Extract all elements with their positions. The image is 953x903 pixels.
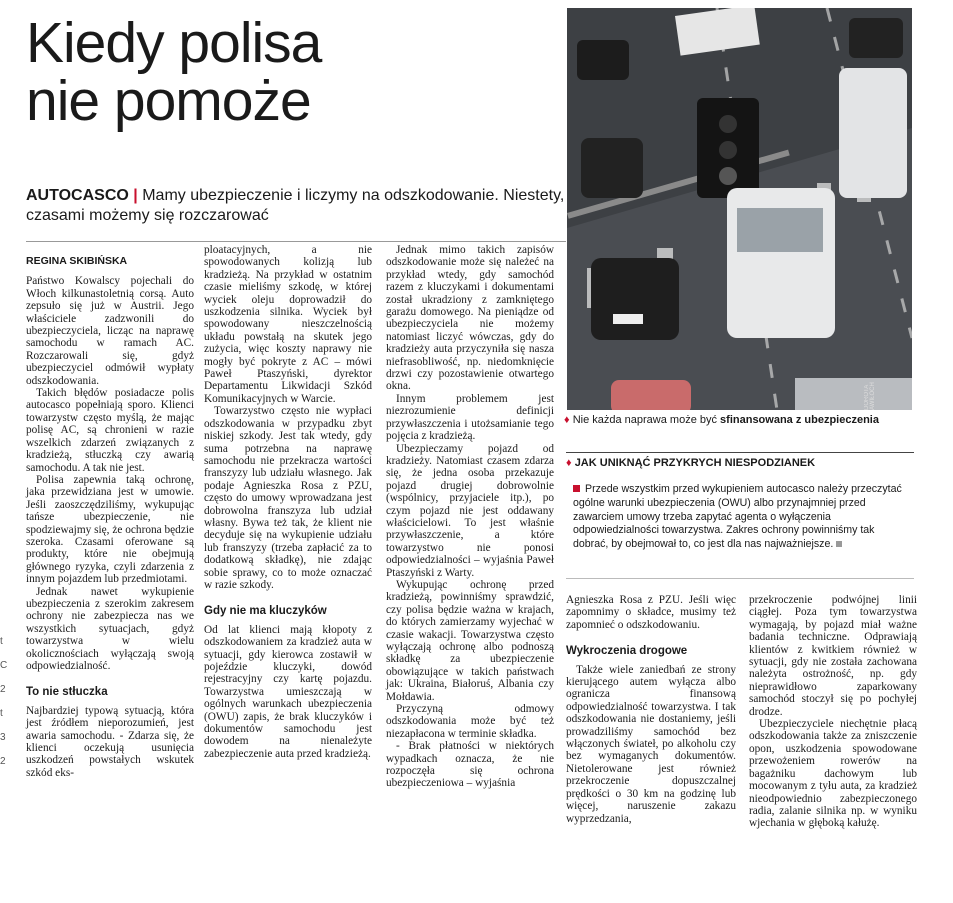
margin-marks [0,630,8,774]
street-photo-illustration [567,8,912,410]
paragraph: Innym problemem jest niezrozumienie definicji przywłaszczenia i utożsamianie tego pojęcia z kradzieżą. [386,392,554,443]
subhead-to-nie-stluczka: To nie stłuczka [26,686,108,699]
lead-separator: | [133,187,138,204]
paragraph: - Brak płatności w niektórych wypadkach oznacza, że nie rozpoczęła się ochrona ubezpieczeniowa – wyjaśnia [386,740,554,790]
author-byline: REGINA SKIBIŃSKA [26,255,128,267]
column-2 [204,244,372,760]
box-top-rule [566,452,914,453]
photo-traffic-street [567,8,912,410]
paragraph: Od lat klienci mają kłopoty z odszkodowaniem za kradzież auta w sytuacji, gdy kierowca zostawił w pojeździe kluczyki, dowód rejestracyjny czy kartę pojazdu. Towarzystwa umieszczają w ogólnych warunkach ubezpieczenia (OWU) zapis, że brak kluczyków i dokumentów samochodu jest dowodem na nienależyte zabezpieczenie auta przed kradzieżą. [204,623,372,760]
lead-keyword: AUTOCASCO [26,187,129,204]
box-bullet-icon: ♦ [566,457,572,469]
paragraph: Towarzystwo często nie wypłaci odszkodowania w przypadku zbyt niskiej szkody. Jest tak wtedy, gdy suma potrzebna na naprawę samochodu nie przekracza wartości franszyzy lub udziału własnego. Jak podaje Agnieszka Rosa z PZU, często do umowy wprowadzana jest dobrowolna franszyza lub udział własny. Bywa też tak, że klient nie decyduje się na wykupienie udziału lub franszyzy (trzeba zapłacić za to dodatkową składkę), nie zdając sobie sprawy, co to może oznaczać w razie szkody. [204,405,372,591]
paragraph: Także wiele zaniedbań ze strony kierującego autem wyłącza albo ogranicza finansową odpowiedzialność towarzystwa. I tak odszkodowania nie dostaniemy, jeśli prowadziliśmy samochód bez włączonych świateł, po alkoholu czy bez wymaganych dokumentów. Nietolerowane jest również przekroczenie dopuszczalnej prędkości o 30 km na godzinę lub więcej, naruszenie zakazu wyprzedzania, [566,663,736,825]
column-4 [566,594,736,825]
headline [26,11,546,133]
box-title [566,457,916,469]
box-bottom-rule [566,578,914,579]
paragraph: Ubezpieczyciele niechętnie płacą odszkodowania także za zniszczenie opon, uszkodzenia spowodowane przewożeniem rowerów na bagażniku dachowym lub mocowanym z tyłu auta, za kradzież nieodpowiednio zabezpieczonego radia, zalanie silnika np. w wyniku wjechania w głęboką kałużę. [749,718,917,830]
box-body: Przede wszystkim przed wykupieniem autocasco należy przeczytać ogólne warunki ubezpieczenia (OWU) albo przynajmniej przed zawarciem umowy trzeba zapytać agenta o wyłączenia odpowiedzialności towarzystwa. Zakres ochrony powinniśmy tak dobrać, by obejmował to, co jest dla nas najważniejsze. [573,483,902,551]
paragraph: Państwo Kowalscy pojechali do Włoch kilkunastoletnią corsą. Auto zepsuło się już w Austrii. Jego właściciele zadzwonili do ubezpieczyciela, licząc na naprawę samochodu w ramach AC. Rozczarowali się, gdyż ubezpieczyciel odmówił wypłaty odszkodowania. [26,275,194,387]
photo-credit: DOROTA AWIŁOCH [864,382,876,410]
lead-text: Mamy ubezpieczenie i liczymy na odszkodowanie. Niestety, czasami możemy się rozczarować [26,187,565,224]
red-square-icon [573,485,580,492]
paragraph: ploatacyjnych, a nie spowodowanych kolizją lub kradzieżą. Na przykład w ostatnim czasie mieliśmy szkodę, w której wyciek oleju doprowadził do uszkodzenia silnika. Wyciek był spowodowany nieszczelnością układu powstałą na skutek jego zużycia, więc koszty naprawy nie mogły być pokryte z AC – mówi Paweł Ptaszyński, dyrektor Departamentu Likwidacji Szkód Komunikacyjnych w Warcie. [204,244,372,405]
photo-caption [564,414,914,426]
subhead-wykroczenia-drogowe: Wykroczenia drogowe [566,645,688,658]
margin-mark: 2 [0,684,6,695]
headline-line-2: nie pomoże [26,69,311,133]
paragraph: Jednak nawet wykupienie ubezpieczenia z szerokim zakresem ochrony nie zabezpiecza nas we wszystkich sytuacjach, gdyż towarzystwa w wielu okolicznościach wyłączają swoją odpowiedzialność. [26,585,194,672]
paragraph: Polisa zapewnia taką ochronę, jaka przewidziana jest w umowie. Jeśli zaoszczędziliśmy, wykupując tańsze ubezpieczenie, nie spodziewajmy się, że ochrona będzie szeroka. Czasami oferowane są produkty, które nie obejmują głównego ryzyka, czyli zdarzenia z innym pojazdem lub przedmiotami. [26,473,194,586]
caption-bold-text: sfinansowana z ubezpieczenia [720,414,879,426]
column-5 [749,594,917,830]
margin-mark: 3 [0,732,6,743]
paragraph: Takich błędów posiadacze polis autocasco popełniają sporo. Klienci towarzystw często myślą, że mając polisę AC, są chronieni w razie wszelkich zdarzeń związanych z kradzieżą, stłuczką czy awarią samochodu. A tak nie jest. [26,387,194,474]
column-1 [26,255,194,779]
box-title-text: JAK UNIKNĄĆ PRZYKRYCH NIESPODZIANEK [574,457,816,469]
paragraph: Ubezpieczamy pojazd od kradzieży. Natomiast czasem zdarza się, że jedna osoba przekazuje pojazd drugiej dobrowolnie (wspólnicy, przyjaciele itp.), po czym pojazd nie jest oddawany właścicielowi. To jest właśnie przywłaszczenie, a które towarzystwo nie ponosi odpowiedzialności – wyjaśnia Paweł Ptaszyński z Warty. [386,442,554,579]
paragraph: Przyczyną odmowy odszkodowania może być też niezapłacona w terminie składka. [386,703,554,740]
paragraph: Agnieszka Rosa z PZU. Jeśli więc zapomnimy o składce, musimy też zapomnieć o odszkodowaniu. [566,594,736,631]
column-3 [386,244,554,790]
margin-mark: t [0,636,3,647]
paragraph: Wykupując ochronę przed kradzieżą, powinniśmy sprawdzić, czy polisa będzie ważna w krajach, do których zamierzamy wyjechać w czasie wakacji. Towarzystwa często wyłączają ochronę albo podnoszą składkę za ubezpieczenie obowiązujące w takich państwach jak: Ukraina, Białoruś, Albania czy Mołdawia. [386,578,554,703]
box-text [573,483,911,552]
subhead-gdy-nie-ma-kluczykow: Gdy nie ma kluczyków [204,605,327,618]
top-rule [26,241,566,242]
margin-mark: C [0,660,8,671]
paragraph: przekroczenie podwójnej linii ciągłej. Poza tym towarzystwa wymagają, by pojazd miał ważne badania techniczne. Odprawiają klientów z kwitkiem również w sytuacji, gdy nie została zachowana należyta ostrożność, np. gdy nieprawidłowo zaparkowany samochód stoczył się po pochyłej drodze. [749,594,917,718]
headline-line-1: Kiedy polisa [26,11,322,75]
end-square-icon [836,541,842,547]
caption-text: Nie każda naprawa może być [572,414,717,426]
margin-mark: 2 [0,756,6,767]
paragraph: Najbardziej typową sytuacją, która jest źródłem nieporozumień, jest awaria samochodu. - Zdarza się, że klienci oczekują usunięcia uszkodzeń powstałych wskutek szkód eks- [26,704,194,779]
lead [26,186,566,226]
paragraph: Jednak mimo takich zapisów odszkodowanie może się należeć na przykład wtedy, gdy samochód razem z kluczykami i dokumentami został ukradziony z zamkniętego garażu domowego. Na pieniądze od ubezpieczyciela nie możemy natomiast liczyć wówczas, gdy do kradzieży auta przyczyniła się nasza niefrasobliwość, np. niedomknięcie drzwi czy pozostawienie otwartego okna. [386,244,554,393]
margin-mark: t [0,708,3,719]
caption-bullet-icon: ♦ [564,414,570,426]
